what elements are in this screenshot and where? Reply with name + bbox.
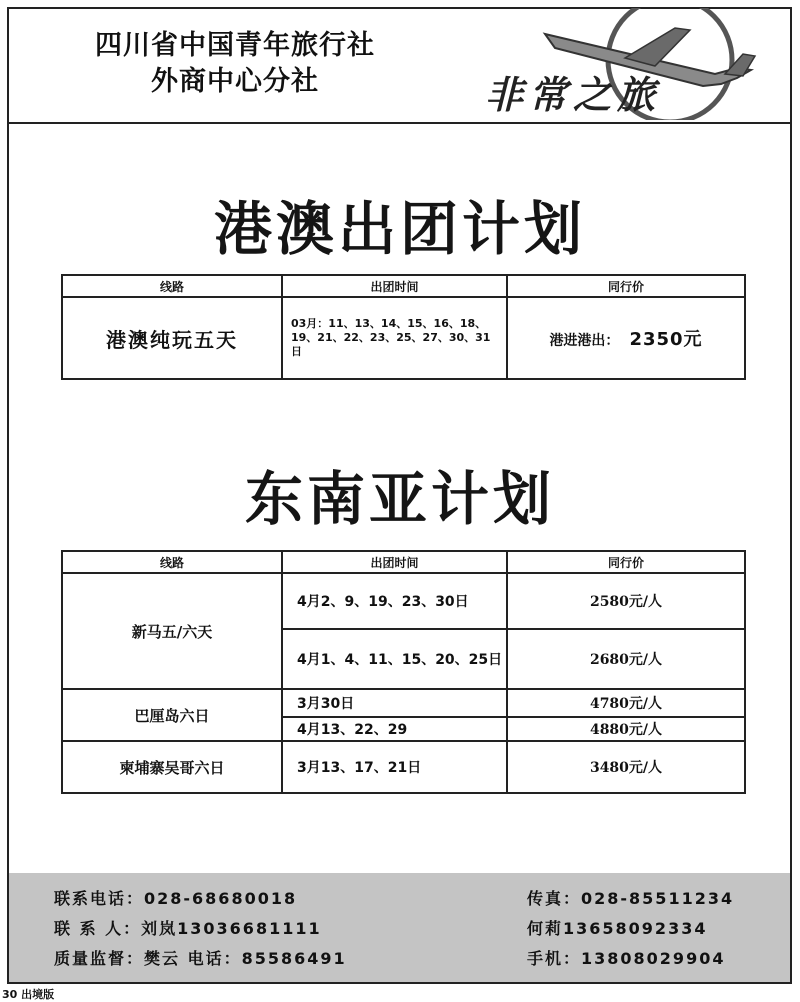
- price-value: 2580元/人: [507, 573, 745, 629]
- price-cell: [507, 297, 745, 379]
- column-header-price: 同行价: [507, 275, 745, 297]
- route-name: 巴厘岛六日: [62, 689, 282, 741]
- departure-dates: 3月13、17、21日: [282, 741, 507, 793]
- org-name-line2: 外商中心分社: [151, 66, 319, 97]
- departure-dates: 4月13、22、29: [282, 717, 507, 741]
- route-name: 港澳纯玩五天: [62, 297, 282, 379]
- contact-footer: [9, 873, 790, 982]
- departure-dates: 03月：11、13、14、15、16、18、19、21、22、23、25、27、30、31日: [282, 297, 507, 379]
- column-header-departure: 出团时间: [282, 551, 507, 573]
- column-header-price: 同行价: [507, 551, 745, 573]
- southeast-asia-plan-title: 东南亚计划: [244, 465, 555, 533]
- southeast-asia-table: [61, 550, 746, 794]
- column-header-departure: 出团时间: [282, 275, 507, 297]
- quality-supervisor: 质量监督：樊云 电话：85586491: [54, 949, 347, 968]
- logo-text: 非常之旅: [485, 72, 662, 117]
- table-row: [62, 573, 745, 629]
- column-header-route: 线路: [62, 275, 282, 297]
- price-value: 2680元/人: [507, 629, 745, 689]
- contact-person-2: 何莉13658092334: [527, 919, 708, 938]
- org-name-line1: 四川省中国青年旅行社: [95, 30, 375, 61]
- departure-dates: 4月2、9、19、23、30日: [282, 573, 507, 629]
- price-value: 4780元/人: [507, 689, 745, 717]
- organization-name: [50, 28, 420, 100]
- page-label: 30 出境版: [2, 988, 55, 1001]
- contact-phone: 联系电话：028-68680018: [54, 889, 298, 908]
- hk-macau-table: [61, 274, 746, 380]
- price-value: 3480元/人: [507, 741, 745, 793]
- price-value: 4880元/人: [507, 717, 745, 741]
- hk-macau-plan-title: 港澳出团计划: [213, 195, 586, 263]
- price-label: 港进港出：: [549, 333, 620, 349]
- route-name: 新马五/六天: [62, 573, 282, 689]
- contact-person: 联 系 人：刘岚13036681111: [54, 919, 322, 938]
- table-header-row: [62, 275, 745, 297]
- contact-mobile: 手机：13808029904: [527, 949, 726, 968]
- column-header-route: 线路: [62, 551, 282, 573]
- table-header-row: [62, 551, 745, 573]
- table-row: [62, 741, 745, 793]
- contact-fax: 传真：028-85511234: [527, 889, 735, 908]
- route-name: 柬埔寨吴哥六日: [62, 741, 282, 793]
- departure-dates: 3月30日: [282, 689, 507, 717]
- departure-dates: 4月1、4、11、15、20、25日: [282, 629, 507, 689]
- header-divider: [7, 122, 792, 124]
- price-value: 2350元: [629, 329, 703, 350]
- table-row: [62, 297, 745, 379]
- travel-logo: [475, 8, 775, 120]
- table-row: [62, 689, 745, 717]
